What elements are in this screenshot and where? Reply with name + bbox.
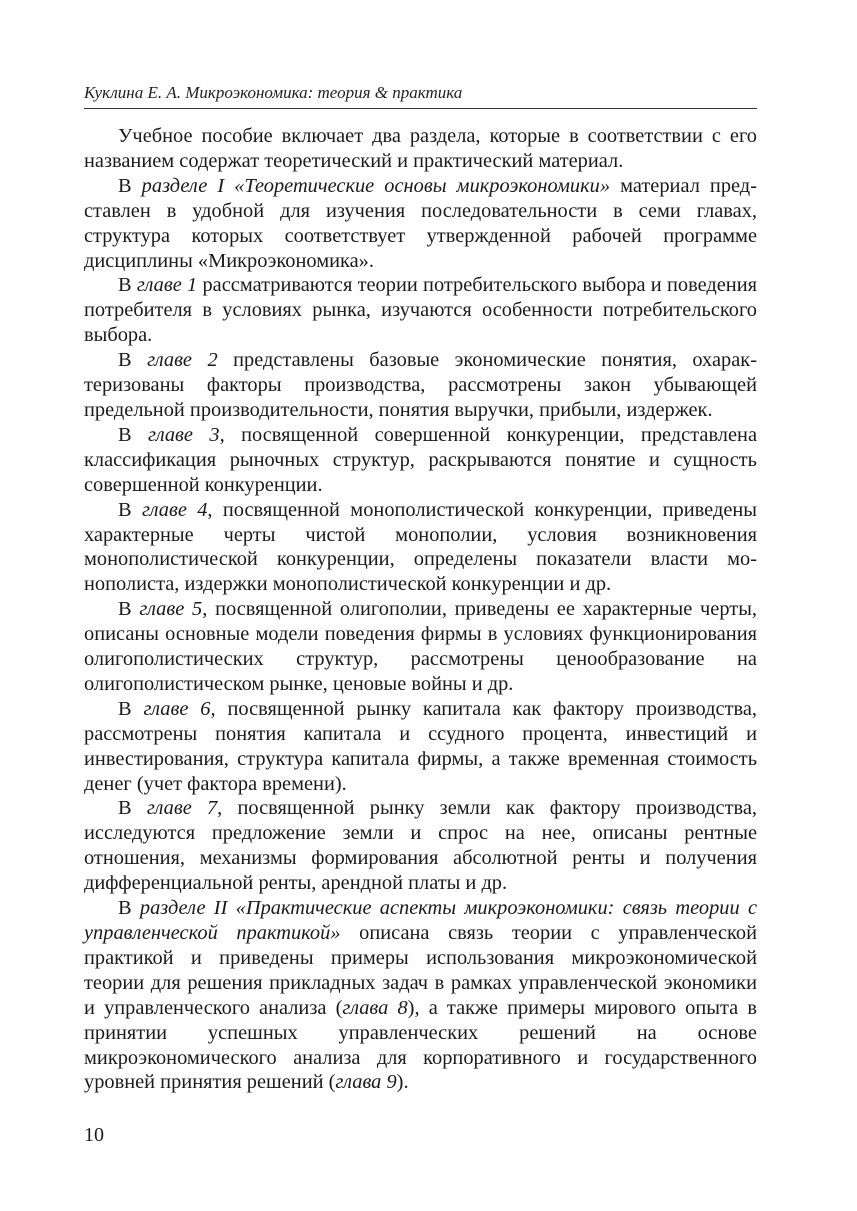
text-run: рассматриваются теории потребительского выбора и поведения потребителя в условиях рынка, изучаются особенности потребительского выбора. xyxy=(84,274,757,347)
text-run: , посвященной олигополии, приведены ее характерные черты, описаны основные модели поведения фирмы в условиях функционирования олигополистических структур, рассмотрены ценообразование на олигополистическом рынке, ценовые войны и др. xyxy=(84,598,757,695)
text-run: В xyxy=(118,349,148,372)
text-run: , посвященной рынку земли как фактору производства, исследуются предложение земли и спрос на нее, описаны рентные отношения, механизмы формирования абсолютной ренты и получения дифференциальной ренты, арендной платы и др. xyxy=(84,797,758,895)
italic-reference: разделе I «Теоретические основы микроэкономики» xyxy=(141,174,611,197)
paragraph-section-2 xyxy=(84,896,757,1095)
paragraph-intro xyxy=(84,124,757,174)
page-number: 10 xyxy=(84,1124,104,1146)
text-run: В xyxy=(118,498,142,521)
header-rule xyxy=(84,108,757,109)
italic-reference: главе 6 xyxy=(143,697,211,720)
italic-reference: главе 5 xyxy=(139,598,203,621)
italic-reference: главе 2 xyxy=(147,349,218,372)
text-run: В xyxy=(118,274,137,297)
text-run: В xyxy=(118,174,142,197)
paragraph-chapter-6 xyxy=(84,697,757,797)
text-run: В xyxy=(118,598,140,621)
text-run: В xyxy=(118,797,147,820)
italic-reference: глава 9 xyxy=(335,1071,397,1094)
text-run: представлены базовые экономические понятия, охарактеризованы факторы производства, рассмотрены закон убывающей предельной производительности, понятия выручки, прибыли, издержек. xyxy=(84,349,757,421)
text-run: ). xyxy=(396,1071,409,1094)
text-run: , посвященной совершенной конкуренции, представлена классификация рыночных структур, раскрываются понятие и сущность совершенной конкуренции. xyxy=(84,423,757,496)
text-run: В xyxy=(118,897,140,920)
text-run: Учебное пособие включает два раздела, которые в соответствии с его названием содержат теоретический и практический материал. xyxy=(84,125,757,172)
text-run: В xyxy=(118,697,144,720)
text-run: В xyxy=(118,423,149,446)
paragraph-chapter-5 xyxy=(84,597,757,697)
paragraph-chapter-3 xyxy=(84,423,757,498)
text-run: описана связь теории с управленческой практикой и приведены примеры использования микроэкономической теории для решения прикладных задач в рамках управленческой экономики и управленческого анализа ( xyxy=(84,922,758,1019)
body-text xyxy=(84,124,757,1095)
paragraph-section-1 xyxy=(84,174,757,274)
italic-reference: главе 1 xyxy=(136,274,198,297)
text-run: ), а также примеры мирового опыта в принятии успешных управленческих решений на основе микроэкономического анализа для корпоративного и государственного уровней принятия решений ( xyxy=(84,996,757,1094)
italic-reference: главе 7 xyxy=(146,797,218,820)
italic-reference: разделе II «Практические аспекты микроэкономики: связь теории с управленческой практикой» xyxy=(84,897,757,944)
paragraph-chapter-1 xyxy=(84,273,757,348)
italic-reference: главе 3 xyxy=(148,423,220,446)
paragraph-chapter-4 xyxy=(84,498,757,598)
running-head-title: Куклина Е. А. Микроэкономика: теория & практика xyxy=(84,83,463,102)
italic-reference: главе 4 xyxy=(141,498,208,521)
paragraph-chapter-7 xyxy=(84,796,757,896)
text-run: , посвященной монополистической конкуренции, приведены характерные черты чистой монополии, условия возникновения монополистической конкуренции, определены показатели власти монополиста, издержки монополистической конкуренции и др. xyxy=(84,498,757,596)
text-run: , посвященной рынку капитала как фактору производства, рассмотрены понятия капитала и ссудного процента, инвестиций и инвестирования, структура капитала фирмы, а также временная стоимость денег (учет фактора времени). xyxy=(84,697,757,795)
paragraph-chapter-2 xyxy=(84,348,757,423)
italic-reference: глава 8 xyxy=(342,996,408,1019)
text-run: материал представлен в удобной для изучения последовательности в семи главах, структура которых соответствует утвержденной рабочей программе дисциплины «Микроэкономика». xyxy=(84,174,757,272)
